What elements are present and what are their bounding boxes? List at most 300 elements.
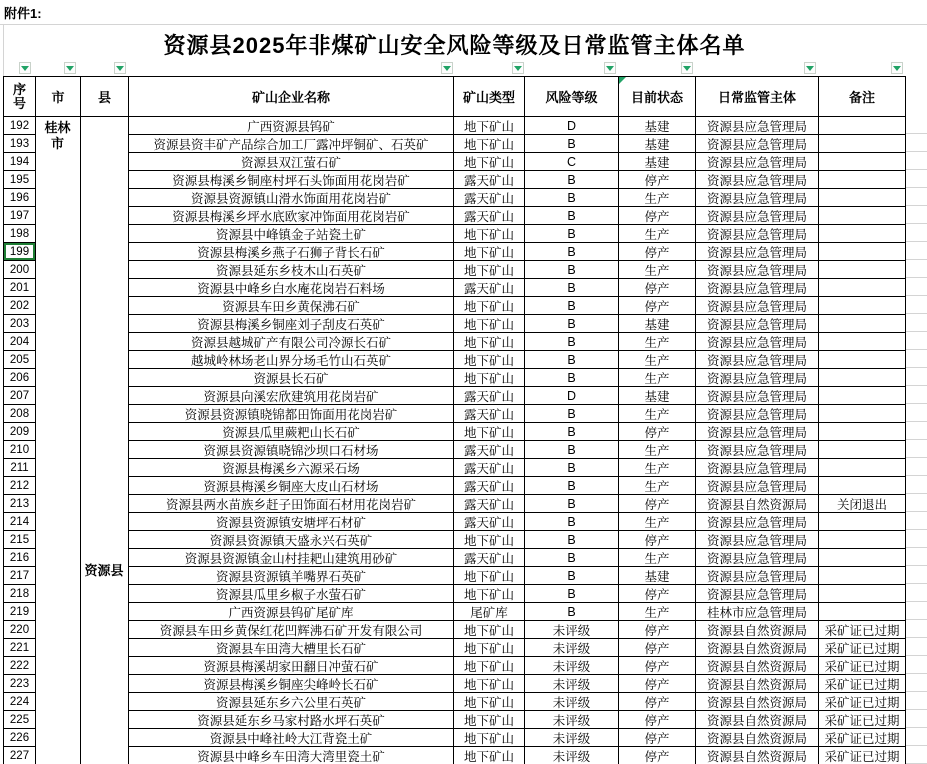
cell-remark[interactable]: 采矿证已过期 xyxy=(819,729,906,747)
header-city[interactable]: 市 xyxy=(36,77,81,117)
cell-enterprise-name[interactable]: 资源县梅溪乡六源采石场 xyxy=(129,459,454,477)
cell-county[interactable] xyxy=(81,351,129,369)
cell-current-status[interactable]: 生产 xyxy=(619,189,696,207)
cell-city[interactable] xyxy=(36,333,81,351)
cell-current-status[interactable]: 停产 xyxy=(619,585,696,603)
filter-button-9[interactable] xyxy=(891,62,903,74)
cell-enterprise-name[interactable]: 资源县瓜里蕨粑山长石矿 xyxy=(129,423,454,441)
cell-county[interactable] xyxy=(81,459,129,477)
cell-mine-type[interactable]: 地下矿山 xyxy=(454,531,525,549)
cell-current-status[interactable]: 停产 xyxy=(619,639,696,657)
cell-city[interactable] xyxy=(36,369,81,387)
cell-serial-number[interactable]: 219 xyxy=(4,603,36,621)
cell-current-status[interactable]: 生产 xyxy=(619,549,696,567)
filter-button-3[interactable] xyxy=(114,62,126,74)
cell-supervisor[interactable]: 资源县应急管理局 xyxy=(696,243,819,261)
cell-county[interactable] xyxy=(81,261,129,279)
cell-current-status[interactable]: 停产 xyxy=(619,657,696,675)
cell-current-status[interactable]: 基建 xyxy=(619,135,696,153)
cell-city[interactable] xyxy=(36,693,81,711)
cell-supervisor[interactable]: 资源县应急管理局 xyxy=(696,117,819,135)
cell-enterprise-name[interactable]: 资源县车田乡黄保红花凹辉沸石矿开发有限公司 xyxy=(129,621,454,639)
cell-enterprise-name[interactable]: 资源县向溪宏欣建筑用花岗岩矿 xyxy=(129,387,454,405)
cell-supervisor[interactable]: 资源县应急管理局 xyxy=(696,405,819,423)
cell-county[interactable] xyxy=(81,585,129,603)
cell-remark[interactable]: 采矿证已过期 xyxy=(819,639,906,657)
cell-risk-grade[interactable]: B xyxy=(525,567,619,585)
cell-mine-type[interactable]: 露天矿山 xyxy=(454,549,525,567)
cell-county[interactable] xyxy=(81,333,129,351)
cell-city[interactable] xyxy=(36,657,81,675)
cell-risk-grade[interactable]: B xyxy=(525,603,619,621)
cell-supervisor[interactable]: 资源县应急管理局 xyxy=(696,585,819,603)
cell-remark[interactable] xyxy=(819,405,906,423)
cell-mine-type[interactable]: 地下矿山 xyxy=(454,369,525,387)
cell-remark[interactable] xyxy=(819,423,906,441)
cell-remark[interactable] xyxy=(819,459,906,477)
cell-risk-grade[interactable]: B xyxy=(525,279,619,297)
cell-county[interactable] xyxy=(81,729,129,747)
cell-remark[interactable] xyxy=(819,477,906,495)
cell-current-status[interactable]: 停产 xyxy=(619,729,696,747)
cell-city[interactable] xyxy=(36,675,81,693)
cell-serial-number[interactable]: 208 xyxy=(4,405,36,423)
cell-city[interactable] xyxy=(36,243,81,261)
cell-risk-grade[interactable]: B xyxy=(525,459,619,477)
merged-city-cell[interactable]: 桂林 市 xyxy=(44,120,71,151)
cell-serial-number[interactable]: 209 xyxy=(4,423,36,441)
cell-current-status[interactable]: 生产 xyxy=(619,351,696,369)
cell-serial-number[interactable]: 203 xyxy=(4,315,36,333)
cell-current-status[interactable]: 生产 xyxy=(619,405,696,423)
cell-mine-type[interactable]: 地下矿山 xyxy=(454,315,525,333)
cell-county[interactable] xyxy=(81,657,129,675)
cell-mine-type[interactable]: 地下矿山 xyxy=(454,639,525,657)
cell-enterprise-name[interactable]: 资源县梅溪乡铜座大皮山石材场 xyxy=(129,477,454,495)
cell-enterprise-name[interactable]: 资源县梅溪乡铜座尖峰岭长石矿 xyxy=(129,675,454,693)
cell-enterprise-name[interactable]: 资源县资源镇山滑水饰面用花岗岩矿 xyxy=(129,189,454,207)
cell-current-status[interactable]: 生产 xyxy=(619,477,696,495)
cell-remark[interactable] xyxy=(819,225,906,243)
cell-current-status[interactable]: 停产 xyxy=(619,747,696,764)
cell-county[interactable] xyxy=(81,207,129,225)
cell-city[interactable] xyxy=(36,405,81,423)
cell-serial-number[interactable]: 221 xyxy=(4,639,36,657)
cell-mine-type[interactable]: 尾矿库 xyxy=(454,603,525,621)
cell-city[interactable] xyxy=(36,189,81,207)
cell-enterprise-name[interactable]: 资源县梅溪乡铜座村坪石头饰面用花岗岩矿 xyxy=(129,171,454,189)
cell-county[interactable] xyxy=(81,711,129,729)
cell-current-status[interactable]: 停产 xyxy=(619,675,696,693)
cell-risk-grade[interactable]: 未评级 xyxy=(525,621,619,639)
cell-serial-number[interactable]: 218 xyxy=(4,585,36,603)
cell-supervisor[interactable]: 资源县自然资源局 xyxy=(696,711,819,729)
cell-supervisor[interactable]: 资源县应急管理局 xyxy=(696,315,819,333)
cell-mine-type[interactable]: 地下矿山 xyxy=(454,657,525,675)
cell-mine-type[interactable]: 地下矿山 xyxy=(454,297,525,315)
cell-current-status[interactable]: 生产 xyxy=(619,441,696,459)
cell-serial-number[interactable]: 207 xyxy=(4,387,36,405)
cell-city[interactable] xyxy=(36,351,81,369)
cell-remark[interactable]: 采矿证已过期 xyxy=(819,693,906,711)
cell-remark[interactable] xyxy=(819,567,906,585)
cell-mine-type[interactable]: 地下矿山 xyxy=(454,675,525,693)
cell-remark[interactable] xyxy=(819,369,906,387)
cell-enterprise-name[interactable]: 广西资源县钨矿尾矿库 xyxy=(129,603,454,621)
cell-remark[interactable] xyxy=(819,171,906,189)
cell-remark[interactable]: 采矿证已过期 xyxy=(819,621,906,639)
cell-county[interactable] xyxy=(81,495,129,513)
cell-remark[interactable] xyxy=(819,153,906,171)
cell-mine-type[interactable]: 露天矿山 xyxy=(454,405,525,423)
cell-supervisor[interactable]: 资源县应急管理局 xyxy=(696,153,819,171)
cell-supervisor[interactable]: 资源县自然资源局 xyxy=(696,747,819,764)
cell-remark[interactable] xyxy=(819,207,906,225)
cell-county[interactable] xyxy=(81,297,129,315)
header-risk-grade[interactable]: 风险等级 xyxy=(525,77,619,117)
cell-mine-type[interactable]: 露天矿山 xyxy=(454,459,525,477)
cell-supervisor[interactable]: 资源县应急管理局 xyxy=(696,261,819,279)
cell-city[interactable] xyxy=(36,603,81,621)
cell-enterprise-name[interactable]: 资源县延东乡六公里石英矿 xyxy=(129,693,454,711)
filter-button-1[interactable] xyxy=(19,62,31,74)
cell-county[interactable] xyxy=(81,603,129,621)
filter-button-8[interactable] xyxy=(804,62,816,74)
cell-mine-type[interactable]: 地下矿山 xyxy=(454,351,525,369)
cell-risk-grade[interactable]: B xyxy=(525,369,619,387)
header-remark[interactable]: 备注 xyxy=(819,77,906,117)
cell-remark[interactable]: 采矿证已过期 xyxy=(819,657,906,675)
cell-enterprise-name[interactable]: 资源县瓜里乡椒子水萤石矿 xyxy=(129,585,454,603)
cell-risk-grade[interactable]: B xyxy=(525,315,619,333)
cell-supervisor[interactable]: 资源县应急管理局 xyxy=(696,369,819,387)
cell-risk-grade[interactable]: B xyxy=(525,225,619,243)
cell-remark[interactable] xyxy=(819,117,906,135)
cell-mine-type[interactable]: 地下矿山 xyxy=(454,621,525,639)
cell-enterprise-name[interactable]: 资源县梅溪乡坪水底欧家冲饰面用花岗岩矿 xyxy=(129,207,454,225)
filter-button-6[interactable] xyxy=(604,62,616,74)
cell-supervisor[interactable]: 资源县应急管理局 xyxy=(696,171,819,189)
cell-city[interactable] xyxy=(36,225,81,243)
cell-city[interactable] xyxy=(36,423,81,441)
cell-current-status[interactable]: 停产 xyxy=(619,297,696,315)
cell-serial-number[interactable]: 201 xyxy=(4,279,36,297)
header-serial-number[interactable] xyxy=(4,77,36,117)
cell-mine-type[interactable]: 地下矿山 xyxy=(454,243,525,261)
cell-serial-number[interactable]: 210 xyxy=(4,441,36,459)
cell-enterprise-name[interactable]: 资源县资源镇晓锦都田饰面用花岗岩矿 xyxy=(129,405,454,423)
cell-supervisor[interactable]: 资源县应急管理局 xyxy=(696,135,819,153)
cell-supervisor[interactable]: 资源县应急管理局 xyxy=(696,531,819,549)
cell-county[interactable] xyxy=(81,171,129,189)
cell-mine-type[interactable]: 地下矿山 xyxy=(454,153,525,171)
cell-city[interactable] xyxy=(36,279,81,297)
cell-risk-grade[interactable]: B xyxy=(525,333,619,351)
cell-enterprise-name[interactable]: 资源县资源镇金山村挂耙山建筑用砂矿 xyxy=(129,549,454,567)
cell-current-status[interactable]: 停产 xyxy=(619,621,696,639)
cell-serial-number[interactable]: 225 xyxy=(4,711,36,729)
cell-current-status[interactable]: 生产 xyxy=(619,513,696,531)
cell-county[interactable] xyxy=(81,243,129,261)
cell-remark[interactable] xyxy=(819,297,906,315)
cell-risk-grade[interactable]: C xyxy=(525,153,619,171)
cell-enterprise-name[interactable]: 越城岭林场老山界分场毛竹山石英矿 xyxy=(129,351,454,369)
cell-current-status[interactable]: 停产 xyxy=(619,531,696,549)
cell-current-status[interactable]: 停产 xyxy=(619,207,696,225)
cell-enterprise-name[interactable]: 资源县资源镇安塘坪石材矿 xyxy=(129,513,454,531)
header-mine-type[interactable]: 矿山类型 xyxy=(454,77,525,117)
cell-supervisor[interactable]: 资源县应急管理局 xyxy=(696,387,819,405)
cell-supervisor[interactable]: 资源县自然资源局 xyxy=(696,729,819,747)
cell-mine-type[interactable]: 露天矿山 xyxy=(454,279,525,297)
cell-risk-grade[interactable]: B xyxy=(525,423,619,441)
cell-supervisor[interactable]: 资源县应急管理局 xyxy=(696,513,819,531)
cell-risk-grade[interactable]: B xyxy=(525,243,619,261)
cell-remark[interactable] xyxy=(819,549,906,567)
cell-current-status[interactable]: 停产 xyxy=(619,243,696,261)
cell-mine-type[interactable]: 露天矿山 xyxy=(454,477,525,495)
cell-mine-type[interactable]: 露天矿山 xyxy=(454,441,525,459)
cell-risk-grade[interactable]: B xyxy=(525,513,619,531)
cell-city[interactable] xyxy=(36,153,81,171)
cell-supervisor[interactable]: 资源县自然资源局 xyxy=(696,693,819,711)
cell-mine-type[interactable]: 地下矿山 xyxy=(454,117,525,135)
cell-mine-type[interactable]: 地下矿山 xyxy=(454,333,525,351)
cell-current-status[interactable]: 生产 xyxy=(619,225,696,243)
cell-city[interactable] xyxy=(36,567,81,585)
cell-supervisor[interactable]: 资源县自然资源局 xyxy=(696,621,819,639)
cell-current-status[interactable]: 生产 xyxy=(619,333,696,351)
cell-city[interactable] xyxy=(36,171,81,189)
cell-serial-number[interactable]: 204 xyxy=(4,333,36,351)
cell-supervisor[interactable]: 资源县应急管理局 xyxy=(696,207,819,225)
cell-risk-grade[interactable]: 未评级 xyxy=(525,693,619,711)
cell-remark[interactable] xyxy=(819,585,906,603)
cell-risk-grade[interactable]: 未评级 xyxy=(525,639,619,657)
cell-serial-number[interactable]: 202 xyxy=(4,297,36,315)
cell-risk-grade[interactable]: B xyxy=(525,441,619,459)
cell-mine-type[interactable]: 地下矿山 xyxy=(454,693,525,711)
cell-city[interactable] xyxy=(36,621,81,639)
cell-current-status[interactable]: 生产 xyxy=(619,603,696,621)
cell-city[interactable] xyxy=(36,513,81,531)
cell-enterprise-name[interactable]: 资源县资源镇羊嘴界石英矿 xyxy=(129,567,454,585)
cell-serial-number[interactable]: 200 xyxy=(4,261,36,279)
cell-county[interactable] xyxy=(81,675,129,693)
cell-remark[interactable] xyxy=(819,333,906,351)
cell-county[interactable] xyxy=(81,279,129,297)
cell-current-status[interactable]: 停产 xyxy=(619,495,696,513)
cell-supervisor[interactable]: 资源县应急管理局 xyxy=(696,189,819,207)
cell-county[interactable] xyxy=(81,693,129,711)
cell-county[interactable] xyxy=(81,135,129,153)
cell-remark[interactable]: 采矿证已过期 xyxy=(819,675,906,693)
filter-button-2[interactable] xyxy=(64,62,76,74)
cell-enterprise-name[interactable]: 资源县资源镇晓锦沙坝口石材场 xyxy=(129,441,454,459)
cell-current-status[interactable]: 停产 xyxy=(619,693,696,711)
cell-current-status[interactable]: 生产 xyxy=(619,459,696,477)
cell-remark[interactable] xyxy=(819,387,906,405)
cell-supervisor[interactable]: 桂林市应急管理局 xyxy=(696,603,819,621)
cell-county[interactable] xyxy=(81,315,129,333)
cell-current-status[interactable]: 基建 xyxy=(619,153,696,171)
cell-city[interactable] xyxy=(36,297,81,315)
filter-button-4[interactable] xyxy=(441,62,453,74)
cell-risk-grade[interactable]: B xyxy=(525,585,619,603)
cell-county[interactable] xyxy=(81,369,129,387)
cell-supervisor[interactable]: 资源县应急管理局 xyxy=(696,351,819,369)
merged-county-cell[interactable]: 资源县 xyxy=(84,563,124,578)
cell-county[interactable] xyxy=(81,513,129,531)
cell-enterprise-name[interactable]: 资源县中峰乡白水庵花岗岩石料场 xyxy=(129,279,454,297)
cell-city[interactable] xyxy=(36,441,81,459)
cell-county[interactable] xyxy=(81,405,129,423)
header-enterprise-name[interactable]: 矿山企业名称 xyxy=(129,77,454,117)
cell-mine-type[interactable]: 地下矿山 xyxy=(454,261,525,279)
cell-serial-number[interactable]: 197 xyxy=(4,207,36,225)
cell-city[interactable] xyxy=(36,711,81,729)
cell-risk-grade[interactable]: B xyxy=(525,261,619,279)
cell-city[interactable] xyxy=(36,261,81,279)
cell-remark[interactable] xyxy=(819,189,906,207)
cell-risk-grade[interactable]: 未评级 xyxy=(525,711,619,729)
cell-remark[interactable] xyxy=(819,441,906,459)
cell-supervisor[interactable]: 资源县应急管理局 xyxy=(696,459,819,477)
cell-remark[interactable] xyxy=(819,513,906,531)
cell-supervisor[interactable]: 资源县自然资源局 xyxy=(696,657,819,675)
cell-enterprise-name[interactable]: 资源县梅溪乡铜座刘子刮皮石英矿 xyxy=(129,315,454,333)
cell-serial-number[interactable]: 214 xyxy=(4,513,36,531)
cell-supervisor[interactable]: 资源县自然资源局 xyxy=(696,639,819,657)
cell-serial-number[interactable]: 222 xyxy=(4,657,36,675)
cell-city[interactable] xyxy=(36,387,81,405)
cell-risk-grade[interactable]: B xyxy=(525,171,619,189)
cell-risk-grade[interactable]: D xyxy=(525,117,619,135)
cell-enterprise-name[interactable]: 资源县中峰镇金子站瓷土矿 xyxy=(129,225,454,243)
cell-mine-type[interactable]: 地下矿山 xyxy=(454,585,525,603)
cell-risk-grade[interactable]: B xyxy=(525,135,619,153)
cell-county[interactable] xyxy=(81,639,129,657)
cell-current-status[interactable]: 基建 xyxy=(619,315,696,333)
cell-supervisor[interactable]: 资源县应急管理局 xyxy=(696,279,819,297)
cell-serial-number[interactable]: 223 xyxy=(4,675,36,693)
cell-current-status[interactable]: 停产 xyxy=(619,171,696,189)
cell-mine-type[interactable]: 地下矿山 xyxy=(454,711,525,729)
cell-serial-number[interactable]: 199 xyxy=(4,243,36,261)
cell-serial-number[interactable]: 198 xyxy=(4,225,36,243)
cell-city[interactable] xyxy=(36,459,81,477)
cell-supervisor[interactable]: 资源县应急管理局 xyxy=(696,225,819,243)
cell-enterprise-name[interactable]: 广西资源县钨矿 xyxy=(129,117,454,135)
cell-enterprise-name[interactable]: 资源县延东乡枝木山石英矿 xyxy=(129,261,454,279)
cell-remark[interactable] xyxy=(819,351,906,369)
cell-serial-number[interactable]: 215 xyxy=(4,531,36,549)
header-current-status[interactable] xyxy=(619,77,696,117)
cell-supervisor[interactable]: 资源县应急管理局 xyxy=(696,549,819,567)
cell-city[interactable] xyxy=(36,477,81,495)
cell-remark[interactable] xyxy=(819,531,906,549)
cell-current-status[interactable]: 基建 xyxy=(619,387,696,405)
cell-county[interactable] xyxy=(81,747,129,764)
cell-city[interactable] xyxy=(36,549,81,567)
cell-city[interactable] xyxy=(36,747,81,764)
cell-mine-type[interactable]: 地下矿山 xyxy=(454,567,525,585)
cell-county[interactable] xyxy=(81,117,129,135)
cell-risk-grade[interactable]: B xyxy=(525,405,619,423)
cell-enterprise-name[interactable]: 资源县两水苗族乡赶子田饰面石材用花岗岩矿 xyxy=(129,495,454,513)
cell-city[interactable] xyxy=(36,315,81,333)
cell-serial-number[interactable]: 217 xyxy=(4,567,36,585)
cell-serial-number[interactable]: 220 xyxy=(4,621,36,639)
cell-city[interactable] xyxy=(36,531,81,549)
cell-remark[interactable] xyxy=(819,279,906,297)
cell-county[interactable] xyxy=(81,387,129,405)
filter-button-5[interactable] xyxy=(512,62,524,74)
cell-current-status[interactable]: 停产 xyxy=(619,279,696,297)
cell-supervisor[interactable]: 资源县自然资源局 xyxy=(696,495,819,513)
cell-current-status[interactable]: 停产 xyxy=(619,423,696,441)
cell-serial-number[interactable]: 206 xyxy=(4,369,36,387)
cell-supervisor[interactable]: 资源县应急管理局 xyxy=(696,423,819,441)
cell-mine-type[interactable]: 地下矿山 xyxy=(454,747,525,764)
cell-risk-grade[interactable]: D xyxy=(525,387,619,405)
cell-supervisor[interactable]: 资源县应急管理局 xyxy=(696,477,819,495)
cell-mine-type[interactable]: 露天矿山 xyxy=(454,387,525,405)
cell-serial-number[interactable]: 192 xyxy=(4,117,36,135)
cell-enterprise-name[interactable]: 资源县双江萤石矿 xyxy=(129,153,454,171)
cell-risk-grade[interactable]: B xyxy=(525,477,619,495)
cell-serial-number[interactable]: 212 xyxy=(4,477,36,495)
cell-serial-number[interactable]: 193 xyxy=(4,135,36,153)
cell-county[interactable] xyxy=(81,153,129,171)
cell-serial-number[interactable]: 213 xyxy=(4,495,36,513)
cell-enterprise-name[interactable]: 资源县长石矿 xyxy=(129,369,454,387)
cell-county[interactable] xyxy=(81,441,129,459)
cell-county[interactable] xyxy=(81,621,129,639)
cell-remark[interactable] xyxy=(819,315,906,333)
cell-risk-grade[interactable]: B xyxy=(525,207,619,225)
cell-enterprise-name[interactable]: 资源县车田乡黄保沸石矿 xyxy=(129,297,454,315)
cell-enterprise-name[interactable]: 资源县资丰矿产品综合加工厂露冲坪铜矿、石英矿 xyxy=(129,135,454,153)
cell-mine-type[interactable]: 露天矿山 xyxy=(454,495,525,513)
cell-risk-grade[interactable]: B xyxy=(525,495,619,513)
cell-mine-type[interactable]: 露天矿山 xyxy=(454,207,525,225)
cell-county[interactable] xyxy=(81,531,129,549)
cell-risk-grade[interactable]: 未评级 xyxy=(525,747,619,764)
cell-enterprise-name[interactable]: 资源县车田湾大槽里长石矿 xyxy=(129,639,454,657)
cell-remark[interactable] xyxy=(819,603,906,621)
cell-risk-grade[interactable]: 未评级 xyxy=(525,675,619,693)
cell-mine-type[interactable]: 地下矿山 xyxy=(454,135,525,153)
cell-city[interactable] xyxy=(36,639,81,657)
cell-remark[interactable]: 采矿证已过期 xyxy=(819,747,906,764)
cell-serial-number[interactable]: 226 xyxy=(4,729,36,747)
cell-enterprise-name[interactable]: 资源县中峰社岭大江背瓷土矿 xyxy=(129,729,454,747)
cell-enterprise-name[interactable]: 资源县梅溪胡家田翻日冲萤石矿 xyxy=(129,657,454,675)
filter-button-7[interactable] xyxy=(681,62,693,74)
cell-risk-grade[interactable]: B xyxy=(525,531,619,549)
cell-remark[interactable] xyxy=(819,135,906,153)
cell-risk-grade[interactable]: B xyxy=(525,549,619,567)
cell-risk-grade[interactable]: B xyxy=(525,351,619,369)
cell-serial-number[interactable]: 205 xyxy=(4,351,36,369)
cell-risk-grade[interactable]: 未评级 xyxy=(525,657,619,675)
cell-city[interactable] xyxy=(36,207,81,225)
cell-supervisor[interactable]: 资源县应急管理局 xyxy=(696,297,819,315)
cell-risk-grade[interactable]: B xyxy=(525,189,619,207)
cell-serial-number[interactable]: 195 xyxy=(4,171,36,189)
cell-county[interactable] xyxy=(81,477,129,495)
